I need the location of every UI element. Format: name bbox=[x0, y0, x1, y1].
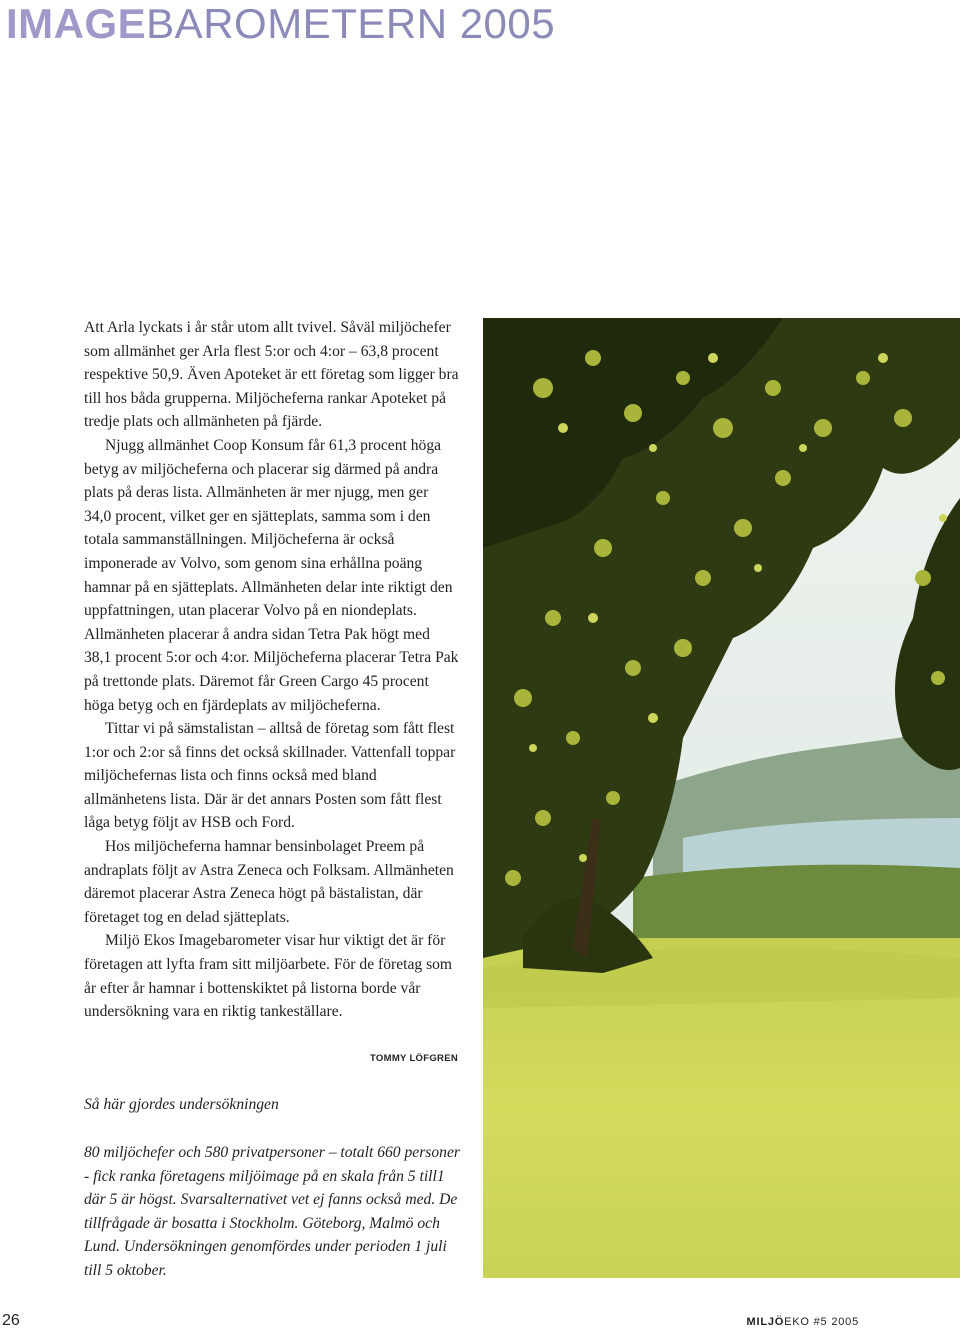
article-paragraph: Njugg allmänhet Coop Konsum får 61,3 procent höga betyg av miljöcheferna och placerar sig därmed på andra plats på deras lista. Allmänheten är mer njugg, men ger 34,0 procent, vilket ger en sjätteplats, samma som i den totala sammanställningen. Miljöcheferna är också imponerade av Volvo, som genom sina erhållna poäng hamnar på en sjätteplats. Allmänheten delar inte riktigt den uppfattningen, utan placerar Volvo på en niondeplats. Allmänheten placerar å andra sidan Tetra Pak högt med 38,1 procent 5:or och 4:or. Miljöcheferna placerar Tetra Pak på trettonde plats. Däremot får Green Cargo 45 procent höga betyg och en fjärdeplats av miljöcheferna. bbox=[84, 436, 459, 714]
magazine-issue-text: EKO #5 2005 bbox=[784, 1316, 859, 1328]
article-paragraph: Hos miljöcheferna hamnar bensinbolaget Preem på andraplats följt av Astra Zeneca och Folksam. Allmänheten däremot placerar Astra Zeneca högt på bästalistan, där företaget tog en delad sjätteplats. bbox=[84, 838, 454, 926]
magazine-issue bbox=[747, 1316, 859, 1328]
header-title-strong: IMAGE bbox=[6, 0, 147, 47]
page-header bbox=[6, 2, 555, 46]
page-number: 26 bbox=[2, 1312, 20, 1329]
header-title-light: BAROMETERN 2005 bbox=[146, 0, 556, 47]
article-paragraph: Miljö Ekos Imagebarometer visar hur viktigt det är för företagen att lyfta fram sitt miljöarbete. För de företag som år efter år hamnar i bottenskiktet på listorna borde vår undersökning vara en riktig tankeställare. bbox=[84, 932, 453, 1021]
magazine-name-bold: MILJÖ bbox=[746, 1316, 785, 1328]
landscape-photo bbox=[483, 318, 960, 1278]
article-paragraph: Att Arla lyckats i år står utom allt tvivel. Såväl miljöchefer som allmänhet ger Arla flest 5:or och 4:or – 63,8 procent respektive 50,9. Även Apoteket är ett företag som ligger bra till hos båda grupperna. Miljöcheferna rankar Apoteket på tredje plats och allmänheten på fjärde. bbox=[84, 319, 459, 431]
factbox-title: Så här gjordes undersökningen bbox=[84, 1096, 279, 1113]
article-body bbox=[84, 316, 459, 1024]
factbox-text: 80 miljöchefer och 580 privatpersoner – totalt 660 personer - fick ranka företagens miljöimage på en skala från 5 till1 där 5 är högst. Svarsalternativet vet ej fanns också med. De tillfrågade är bosatta i Stockholm. Göteborg, Malmö och Lund. Undersökningen genomfördes under perioden 1 juli till 5 oktober. bbox=[84, 1144, 460, 1279]
article-paragraph: Tittar vi på sämstalistan – alltså de företag som fått flest 1:or och 2:or så finns det också skillnader. Vattenfall toppar miljöchefernas lista och finns också med bland allmänhetens lista. Där är det annars Posten som fått flest låga betyg följt av HSB och Ford. bbox=[84, 720, 456, 832]
author-byline: TOMMY LÖFGREN bbox=[370, 1053, 458, 1064]
